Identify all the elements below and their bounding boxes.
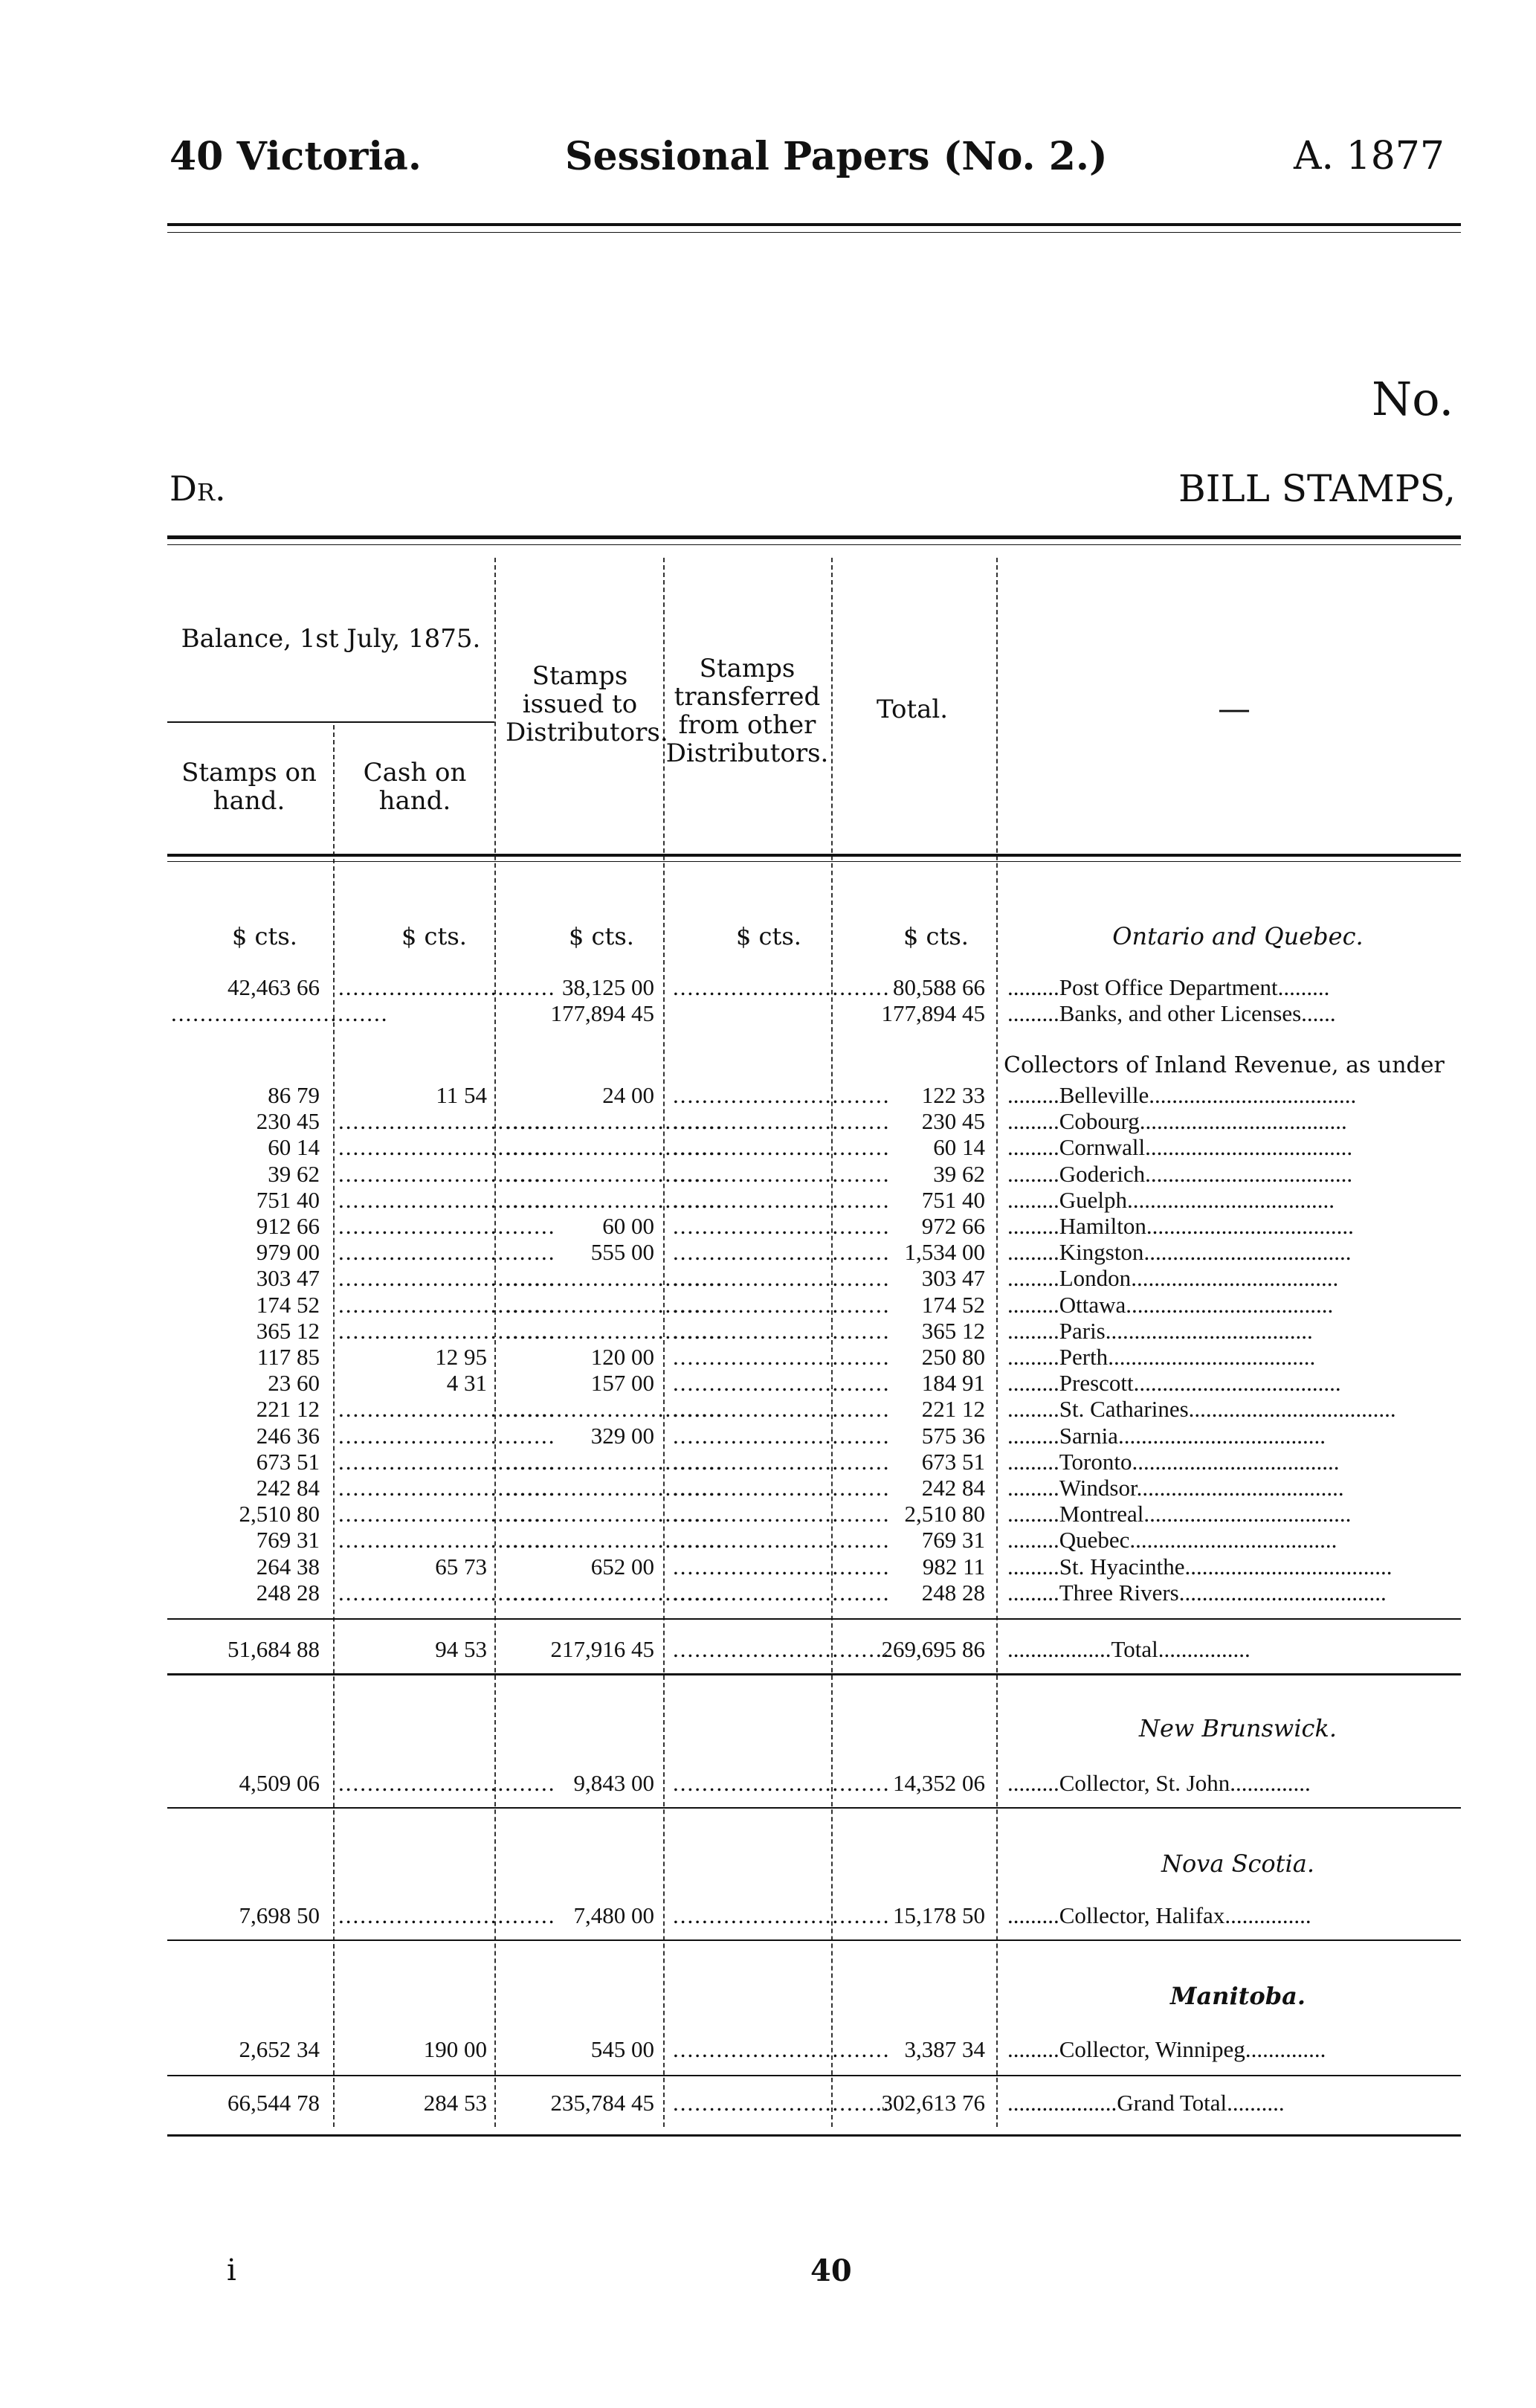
transferred-cell: .............................. [673,1317,891,1344]
total-cell: 174 52 [921,1291,985,1318]
label-cell: .........Perth.................................... [1007,1344,1316,1370]
issued-cell: 217,916 45 [550,1636,654,1662]
table-row [0,1161,1536,1187]
total-cell: 184 91 [921,1370,985,1397]
transferred-cell: .............................. [673,1527,891,1554]
label-cell: .........Toronto.................................... [1007,1448,1340,1475]
issued-cell: .............................. [506,1396,723,1423]
label-cell: .........Post Office Department......... [1007,974,1330,1000]
row-label: Post Office Department [1059,974,1278,1000]
total-cell: 248 28 [921,1579,985,1606]
issued-cell: .............................. [506,1108,723,1135]
total-cell: 972 66 [921,1213,985,1239]
province-rule-2 [167,1939,1461,1941]
issued-cell: .............................. [506,1579,723,1606]
colhead-rule [167,854,1461,857]
unit-cash: $ cts. [401,922,467,950]
stamps-cell: 264 38 [256,1553,320,1580]
cash-cell: .............................. [338,1527,556,1554]
issued-cell: 24 00 [602,1082,654,1108]
stamps-cell: 2,510 80 [239,1501,320,1527]
cash-cell: .............................. [338,1213,556,1239]
issued-cell: 120 00 [590,1344,654,1370]
table-row [0,1000,1536,1026]
table-row [0,1501,1536,1527]
header-left: 40 Victoria. [170,134,422,179]
col-total: Total. [876,695,949,724]
total-cell: 982 11 [922,1553,985,1580]
total-cell: 269,695 86 [881,1636,985,1662]
heading-title: BILL STAMPS, [1178,467,1456,510]
row-label: Grand Total [1117,2090,1227,2116]
unit-issued: $ cts. [569,922,634,950]
total-cell: 250 80 [921,1344,985,1370]
total-cell: 242 84 [921,1475,985,1501]
label-cell: .........Three Rivers.................................... [1007,1579,1387,1606]
label-cell: .........Banks, and other Licenses...... [1007,1000,1336,1026]
issued-cell: 555 00 [590,1239,654,1266]
label-cell: .........Collector, Winnipeg.............. [1007,2036,1326,2062]
row-label: Cobourg [1059,1108,1140,1135]
row-label: Prescott [1059,1370,1134,1397]
cash-cell: 12 95 [435,1344,487,1370]
row-label: Total [1111,1636,1158,1662]
label-cell: .........Paris.................................... [1007,1317,1313,1344]
table-row [0,974,1536,1000]
transferred-cell: .............................. [673,1636,891,1662]
table-row [0,1475,1536,1501]
stamps-cell: 221 12 [256,1396,320,1423]
grand-rule-top [167,2075,1461,2076]
stamps-cell: 51,684 88 [228,1636,320,1662]
table-row [0,1082,1536,1108]
label-cell: .........St. Hyacinthe.................................... [1007,1553,1393,1580]
cash-cell: .............................. [338,1265,556,1292]
stamps-cell: 7,698 50 [239,1902,320,1928]
label-cell: .........Windsor.................................... [1007,1475,1344,1501]
cash-cell: .............................. [338,1160,556,1187]
transferred-cell: .............................. [673,2036,891,2062]
heading-dr: Dr. [170,469,226,509]
total-cell: 3,387 34 [904,2036,985,2062]
issued-cell: .............................. [506,1265,723,1292]
total-cell: 122 33 [921,1082,985,1108]
table-row [0,1344,1536,1370]
issued-cell: 545 00 [590,2036,654,2062]
cash-cell: 65 73 [435,1553,487,1580]
row-label: Goderich [1059,1160,1146,1187]
label-cell: .........Montreal.................................... [1007,1501,1352,1527]
transferred-cell: .............................. [673,1422,891,1449]
transferred-cell: .............................. [673,1291,891,1318]
province-row-new-brunswick [0,1770,1536,1796]
stamps-cell: 23 60 [268,1370,320,1397]
transferred-cell: .............................. [673,1902,891,1928]
unit-transferred: $ cts. [736,922,801,950]
stamps-cell: 4,509 06 [239,1770,320,1796]
table-row [0,1423,1536,1449]
col-stamps-issued: Stamps issued to Distributors. [506,661,668,747]
total-cell: 303 47 [921,1265,985,1292]
label-cell: .........Kingston.................................... [1007,1239,1352,1266]
stamps-cell: 912 66 [256,1213,320,1239]
label-cell: .........Prescott.................................... [1007,1370,1341,1397]
cash-cell: .............................. [338,1108,556,1135]
label-cell: .........London.................................... [1007,1265,1339,1292]
label-cell: .........Hamilton.................................... [1007,1213,1354,1239]
label-cell: ..................Total................ [1007,1636,1251,1662]
page-number: 40 [810,2253,852,2288]
table-row [0,1213,1536,1239]
total-cell: 1,534 00 [904,1239,985,1266]
section-nova-scotia: Nova Scotia. [1161,1850,1315,1878]
transferred-cell: .............................. [673,1370,891,1397]
cash-cell: .............................. [338,1396,556,1423]
transferred-cell: .............................. [673,1579,891,1606]
table-row [0,1265,1536,1291]
label-cell: .........Belleville.................................... [1007,1082,1357,1108]
row-label: Collector, St. John [1059,1770,1230,1796]
row-label: Sarnia [1059,1422,1118,1449]
heading-rule-thin [167,544,1461,545]
label-cell: .........Guelph.................................... [1007,1186,1335,1213]
total-cell: 575 36 [921,1422,985,1449]
colhead-rule-thin [167,861,1461,862]
transferred-cell: .............................. [673,1344,891,1370]
cash-cell: .............................. [338,1902,556,1928]
table-row [0,1370,1536,1396]
cash-cell: .............................. [338,1291,556,1318]
transferred-cell: .............................. [673,1475,891,1501]
transferred-cell: .............................. [673,1501,891,1527]
unit-total: $ cts. [903,922,969,950]
issued-cell: 177,894 45 [550,1000,654,1026]
stamps-cell: 60 14 [268,1134,320,1161]
col-stamps-transferred: Stamps transferred from other Distributors. [665,654,829,768]
stamps-cell: 230 45 [256,1108,320,1135]
stamps-cell: 303 47 [256,1265,320,1292]
label-cell: .........Ottawa.................................... [1007,1291,1334,1318]
section-ontario: Ontario and Quebec. [1112,922,1364,950]
stamps-cell: 117 85 [256,1344,320,1370]
total-cell: 230 45 [921,1108,985,1135]
table-row [0,1396,1536,1422]
table-row [0,1134,1536,1160]
cash-cell: .............................. [338,1239,556,1266]
cash-cell: 190 00 [423,2036,487,2062]
section-manitoba: Manitoba. [1170,1982,1306,2010]
row-label: Perth [1059,1344,1109,1370]
stamps-cell: 86 79 [268,1082,320,1108]
row-label: Montreal [1059,1501,1144,1527]
table-row [0,1239,1536,1265]
col-balance-group: Balance, 1st July, 1875. [181,624,481,654]
table-row [0,1580,1536,1606]
col-stamps-on-hand: Stamps on hand. [181,758,317,816]
cash-cell: .............................. [338,1422,556,1449]
transferred-cell: .............................. [673,1448,891,1475]
stamps-cell: 979 00 [256,1239,320,1266]
issued-cell: 7,480 00 [573,1902,654,1928]
row-label: Paris [1059,1317,1106,1344]
label-cell: .........Collector, St. John.............. [1007,1770,1311,1796]
stamps-cell: 2,652 34 [239,2036,320,2062]
transferred-cell: .............................. [673,1160,891,1187]
table-row [0,1449,1536,1475]
issued-cell: 9,843 00 [573,1770,654,1796]
table-row [0,1292,1536,1318]
total-cell: 221 12 [921,1396,985,1423]
cash-cell: .............................. [338,1317,556,1344]
cash-cell: .............................. [338,1770,556,1796]
total-cell: 302,613 76 [881,2090,985,2116]
stamps-cell: 39 62 [268,1160,320,1187]
stamps-cell: 248 28 [256,1579,320,1606]
row-label: Kingston [1059,1239,1144,1266]
cash-cell: .............................. [338,1475,556,1501]
issued-cell: .............................. [506,1160,723,1187]
total-cell: 14,352 06 [893,1770,985,1796]
transferred-cell: .............................. [673,1770,891,1796]
province-row-nova-scotia [0,1902,1536,1928]
grand-total-row [0,2090,1536,2116]
row-label: Ottawa [1059,1291,1126,1318]
stamps-cell: 769 31 [256,1527,320,1554]
label-cell: .........Collector, Halifax............... [1007,1902,1311,1928]
cash-cell: .............................. [338,974,556,1000]
total-cell: 39 62 [933,1160,985,1187]
table-row [0,1318,1536,1344]
stamps-cell: 242 84 [256,1475,320,1501]
transferred-cell: .............................. [673,1396,891,1423]
header-rule-thin [167,232,1461,233]
row-label: Collector, Halifax [1059,1902,1225,1928]
issued-cell: .............................. [506,1317,723,1344]
cash-cell: .............................. [338,1186,556,1213]
row-label: Windsor [1059,1475,1137,1501]
balance-rule [167,721,494,723]
total-cell: 365 12 [921,1317,985,1344]
row-label: Guelph [1059,1186,1128,1213]
row-label: Hamilton [1059,1213,1146,1239]
transferred-cell: .............................. [673,1186,891,1213]
unit-stamps: $ cts. [232,922,297,950]
header-rule [167,223,1461,226]
issued-cell: 60 00 [602,1213,654,1239]
stamps-cell: .............................. [171,1000,389,1026]
transferred-cell: .............................. [673,974,891,1000]
issued-cell: 157 00 [590,1370,654,1397]
cash-cell: 284 53 [423,2090,487,2116]
total-cell: 80,588 66 [893,974,985,1000]
stamps-cell: 673 51 [256,1448,320,1475]
issued-cell: 652 00 [590,1553,654,1580]
cash-cell: 4 31 [446,1370,487,1397]
label-cell: ...................Grand Total.......... [1007,2090,1285,2116]
cash-cell: 11 54 [436,1082,487,1108]
stamps-cell: 42,463 66 [228,974,320,1000]
total-cell: 673 51 [921,1448,985,1475]
transferred-cell: .............................. [673,1213,891,1239]
header-center: Sessional Papers (No. 2.) [565,134,1108,179]
issued-cell: .............................. [506,1501,723,1527]
label-cell: .........Goderich.................................... [1007,1160,1353,1187]
label-cell: .........Cobourg.................................... [1007,1108,1347,1135]
stamps-cell: 365 12 [256,1317,320,1344]
label-cell: .........St. Catharines.................................... [1007,1396,1396,1423]
stamps-cell: 174 52 [256,1291,320,1318]
total-cell: 15,178 50 [893,1902,985,1928]
row-label: Cornwall [1059,1134,1146,1161]
transferred-cell: .............................. [673,1108,891,1135]
transferred-cell: .............................. [673,1134,891,1161]
issued-cell: .............................. [506,1134,723,1161]
col-particulars-dash: — [1218,690,1251,728]
row-label: Three Rivers [1059,1579,1179,1606]
table-row [0,1527,1536,1553]
cash-cell: .............................. [338,1501,556,1527]
row-label: Quebec [1059,1527,1130,1554]
stamps-cell: 751 40 [256,1186,320,1213]
issued-cell: 329 00 [590,1422,654,1449]
issued-cell: .............................. [506,1291,723,1318]
row-label: Collector, Winnipeg [1059,2036,1245,2062]
cash-cell: 94 53 [435,1636,487,1662]
issued-cell: .............................. [506,1475,723,1501]
cash-cell: .............................. [338,1134,556,1161]
total-cell: 2,510 80 [904,1501,985,1527]
table-row [0,1108,1536,1134]
grand-rule-bottom [167,2134,1461,2137]
issued-cell: .............................. [506,1527,723,1554]
total-cell: 177,894 45 [881,1000,985,1026]
row-label: London [1059,1265,1132,1292]
row-label: Belleville [1059,1082,1149,1108]
total-cell: 60 14 [933,1134,985,1161]
total-cell: 751 40 [921,1186,985,1213]
row-label: Banks, and other Licenses [1059,1000,1302,1026]
table-row [0,1187,1536,1213]
section-new-brunswick: New Brunswick. [1138,1714,1337,1742]
total-rule-top [167,1618,1461,1620]
cash-cell: .............................. [338,1448,556,1475]
label-cell: .........Cornwall.................................... [1007,1134,1353,1161]
ontario-total-row [0,1636,1536,1662]
row-label: Toronto [1059,1448,1132,1475]
transferred-cell: .............................. [673,1265,891,1292]
collectors-heading: Collectors of Inland Revenue, as under [1004,1052,1445,1078]
heading-no: No. [1372,372,1454,426]
stamps-cell: 66,544 78 [228,2090,320,2116]
issued-cell: 38,125 00 [562,974,654,1000]
heading-rule [167,535,1461,539]
province-rule-1 [167,1807,1461,1809]
table-row [0,1554,1536,1580]
province-row-manitoba [0,2036,1536,2062]
transferred-cell: .............................. [673,2090,891,2116]
transferred-cell: .............................. [673,1082,891,1108]
label-cell: .........Quebec.................................... [1007,1527,1337,1554]
row-label: St. Hyacinthe [1059,1553,1185,1580]
issued-cell: 235,784 45 [550,2090,654,2116]
issued-cell: .............................. [506,1186,723,1213]
transferred-cell: .............................. [673,1239,891,1266]
header-right: A. 1877 [1294,134,1445,178]
transferred-cell: .............................. [673,1553,891,1580]
issued-cell: .............................. [506,1448,723,1475]
total-rule-bottom [167,1673,1461,1675]
cash-cell: .............................. [338,1579,556,1606]
label-cell: .........Sarnia.................................... [1007,1422,1326,1449]
stamps-cell: 246 36 [256,1422,320,1449]
total-cell: 769 31 [921,1527,985,1554]
col-cash-on-hand: Cash on hand. [363,758,467,816]
row-label: St. Catharines [1059,1396,1189,1423]
footer-left: i [227,2253,236,2288]
